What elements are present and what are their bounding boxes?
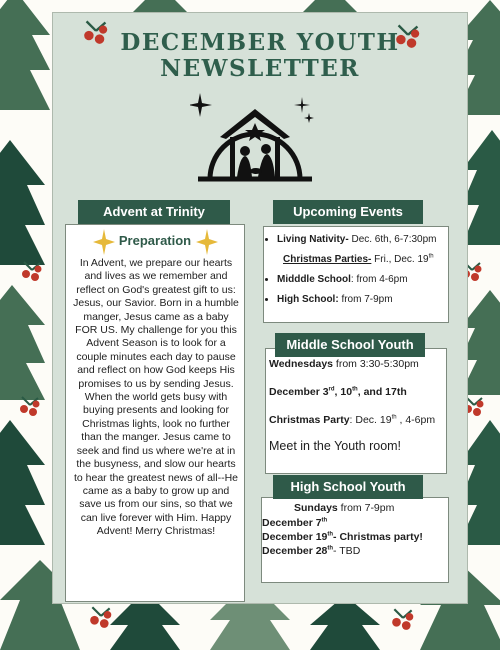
holly-berry-icon bbox=[88, 605, 114, 629]
event-middle-school: • Midddle School: from 4-6pm bbox=[277, 273, 453, 287]
pine-tree-icon bbox=[0, 285, 45, 405]
star-icon bbox=[93, 229, 115, 255]
ms-line-christmas-party: Christmas Party: Dec. 19th , 4-6pm bbox=[269, 414, 436, 426]
event-christmas-parties: Christmas Parties- Fri., Dec. 19th bbox=[283, 253, 434, 265]
middle-school-header: Middle School Youth bbox=[275, 333, 425, 357]
hs-line-sundays: Sundays from 7-9pm bbox=[294, 502, 395, 514]
ms-line-wednesdays: Wednesdays from 3:30-5:30pm bbox=[269, 358, 419, 370]
events-header: Upcoming Events bbox=[273, 200, 423, 224]
event-living-nativity: • Living Nativity- Dec. 6th, 6-7:30pm bbox=[277, 233, 453, 247]
ms-line-meet-location: Meet in the Youth room! bbox=[269, 439, 402, 453]
newsletter-panel bbox=[52, 12, 468, 604]
advent-subheading: Preparation bbox=[118, 233, 192, 248]
high-school-header: High School Youth bbox=[273, 475, 423, 499]
hs-line-december-19: December 19th- Christmas party! bbox=[262, 531, 423, 543]
advent-body: In Advent, we prepare our hearts and lives as we remember and reflect on God's greatest gift to us: Jesus, our Savior. Born in a humble manger, Jesus came as a baby FOR US. My challenge for you this Advent Season is to look for a couple minutes each day to pause and reflect on how God keeps His promises to us by sending Jesus. When the world gets busy with buying presents and looking for Christmas lights, look no further than the manger. Jesus came to seek and find us where we're at in the busyness, and slow our hearts to hear the greatest news of all--He came as a baby to grow up and save us from our sins, so that we can live forever with Him. Happy Advent! Merry Christmas! bbox=[73, 257, 239, 538]
event-high-school: • High School: from 7-9pm bbox=[277, 293, 453, 307]
hs-line-december-28: December 28th- TBD bbox=[262, 545, 361, 557]
star-icon bbox=[196, 229, 218, 255]
hs-line-december-7: December 7th bbox=[262, 517, 328, 529]
pine-tree-icon bbox=[0, 420, 45, 550]
ms-line-december-dates: December 3rd, 10th, and 17th bbox=[269, 386, 407, 398]
newsletter-title-line2: NEWSLETTER bbox=[160, 55, 360, 82]
pine-tree-icon bbox=[0, 140, 45, 270]
holly-berry-icon bbox=[18, 395, 42, 417]
holly-berry-icon bbox=[390, 607, 416, 631]
events-list bbox=[263, 233, 453, 313]
nativity-icon bbox=[190, 87, 320, 187]
pine-tree-icon bbox=[0, 0, 50, 120]
newsletter-title-line1: DECEMBER YOUTH bbox=[120, 29, 400, 56]
holly-berry-icon bbox=[20, 260, 44, 282]
advent-header: Advent at Trinity bbox=[78, 200, 230, 224]
